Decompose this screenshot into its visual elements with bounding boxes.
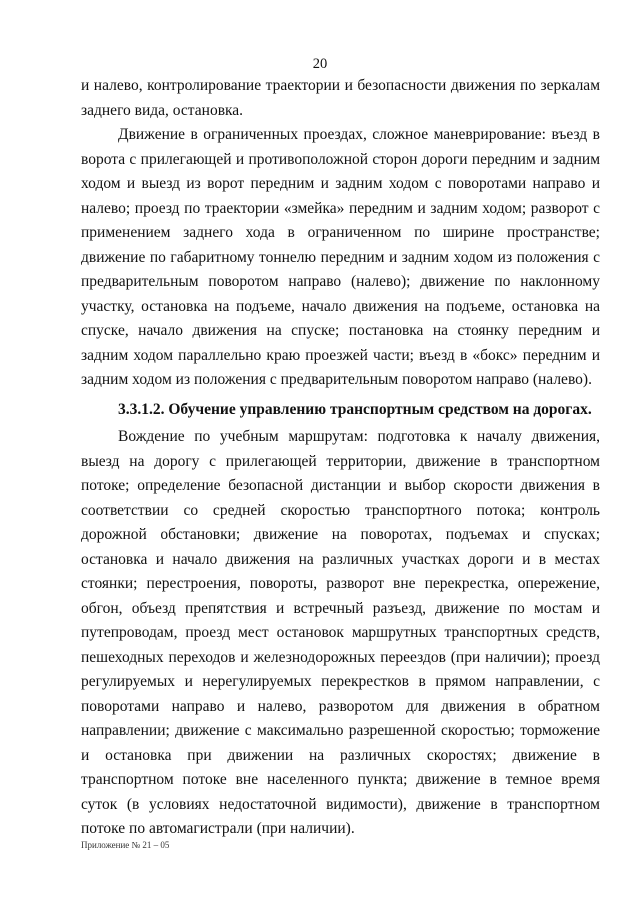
road-training-paragraph: Вождение по учебным маршрутам: подготовка к началу движения, выезд на дорогу с прилегающей территории, движение в транспортном потоке; определение безопасной дистанции и выбор скорости движения в соответствии со средней скоростью транспортного потока; контроль дорожной обстановки; движение на поворотах, подъемах и спусках; остановка и начало движения на различных участках дороги и в местах стоянки; перестроения, повороты, разворот вне перекрестка, опережение, обгон, объезд препятствия и встречный разъезд, движение по мостам и путепроводам, проезд мест остановок маршрутных транспортных средств, пешеходных переходов и железнодорожных переездов (при наличии); проезд регулируемых и нерегулируемых перекрестков в прямом направлении, с поворотами направо и налево, разворотом для движения в обратном направлении; движение с максимально разрешенной скоростью; торможение и остановка при движении на различных скоростях; движение в транспортном потоке вне населенного пункта; движение в темное время суток (в условиях недостаточной видимости), движение в транспортном потоке по автомагистрали (при наличии). (81, 428, 600, 837)
continuation-paragraph: и налево, контролирование траектории и безопасности движения по зеркалам заднего вида, остановка. (81, 77, 600, 119)
restricted-passages-paragraph: Движение в ограниченных проездах, сложное маневрирование: въезд в ворота с прилегающей и противоположной сторон дороги передним и задним ходом и выезд из ворот передним и задним ходом с поворотами направо и налево; проезд по траектории «змейка» передним и задним ходом; разворот с применением заднего хода в ограниченном по ширине пространстве; движение по габаритному тоннелю передним и задним ходом из положения с предварительным поворотом направо (налево); движение по наклонному участку, остановка на подъеме, начало движения на подъеме, остановка на спуске, начало движения на спуске; постановка на стоянку передним и задним ходом параллельно краю проезжей части; въезд в «бокс» передним и задним ходом из положения с предварительным поворотом направо (налево). (81, 126, 600, 388)
page-number: 20 (312, 56, 328, 72)
appendix-footer: Приложение № 21 – 05 (81, 840, 170, 850)
section-heading: 3.3.1.2. Обучение управлению транспортным средством на дорогах. (118, 400, 592, 418)
document-body (81, 74, 600, 842)
